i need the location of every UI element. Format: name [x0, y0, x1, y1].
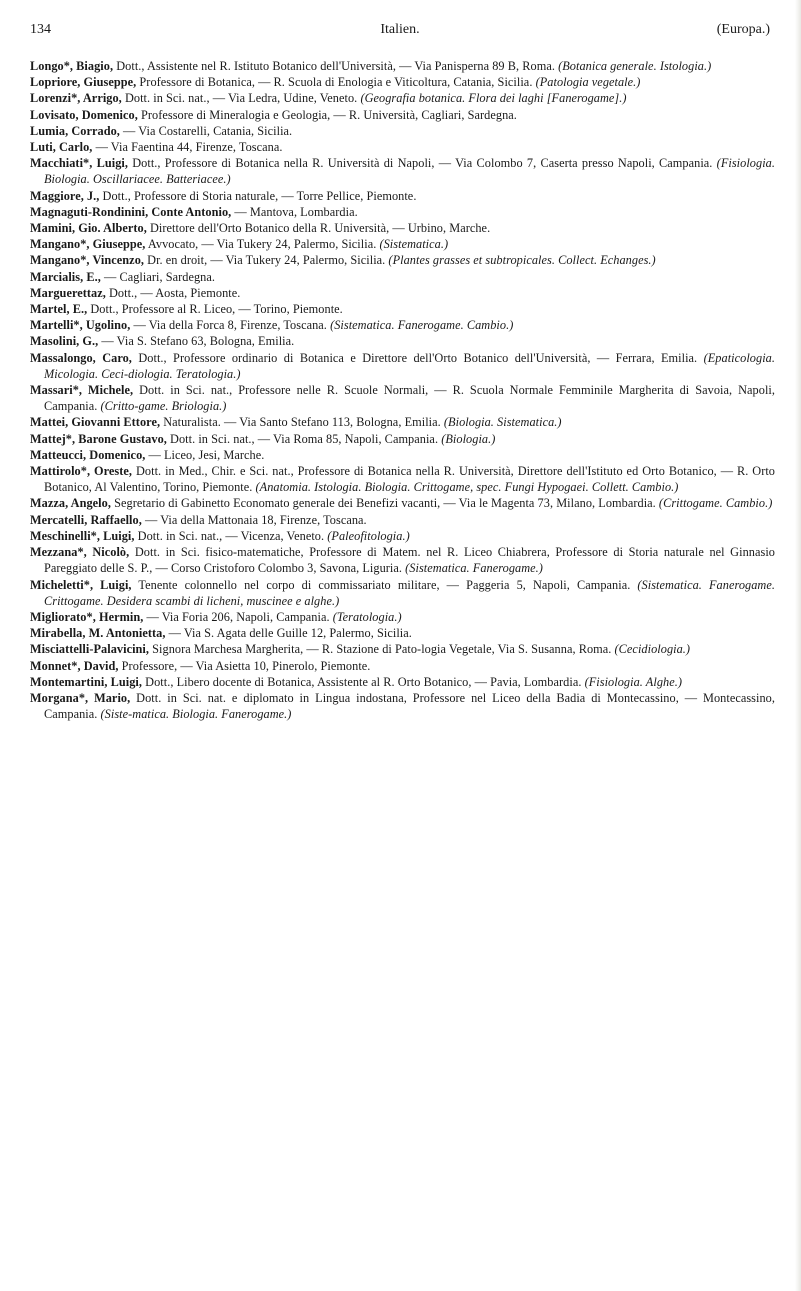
entry-specialty: (Crittogame. Cambio.) [658, 496, 773, 511]
directory-entry [30, 625, 775, 641]
entry-specialty: (Sistematica.) [379, 237, 449, 252]
entry-name: Mamini, Gio. Alberto, [30, 221, 147, 236]
entry-name: Mercatelli, Raffaello, [30, 512, 142, 527]
entry-details: — Via della Forca 8, Firenze, Toscana. [133, 318, 327, 333]
entry-specialty: (Sistematica. Fanerogame. Crittogame. Desidera scambi di licheni, muscinee e alghe.) [44, 577, 775, 608]
directory-entry [30, 495, 775, 511]
directory-entry [30, 252, 775, 268]
entry-details: Tenente colonnello nel corpo di commissariato militare, — Paggeria 5, Napoli, Campania. [138, 577, 631, 592]
directory-entry [30, 463, 775, 495]
entry-details: Naturalista. — Via Santo Stefano 113, Bologna, Emilia. [163, 415, 441, 430]
directory-entry [30, 333, 775, 349]
entry-details: — Cagliari, Sardegna. [103, 269, 215, 284]
entry-details: Dott., Assistente nel R. Istituto Botanico dell'Università, — Via Panisperna 89 B, Roma. [116, 59, 555, 73]
entry-name: Mezzana*, Nicolò, [30, 545, 130, 560]
directory-entry [30, 74, 775, 90]
entry-details: — Via S. Agata delle Guille 12, Palermo, Sicilia. [168, 626, 412, 641]
entry-name: Mattei, Giovanni Ettore, [30, 415, 161, 430]
entry-name: Martel, E., [30, 302, 88, 317]
entry-name: Lopriore, Giuseppe, [30, 75, 137, 90]
entry-details: Dott. in Sci. nat., — Via Ledra, Udine, Veneto. [124, 91, 358, 106]
entry-specialty: (Teratologia.) [332, 609, 402, 624]
entry-name: Maggiore, J., [30, 188, 100, 203]
entry-name: Monnet*, David, [30, 658, 119, 673]
directory-entry [30, 204, 775, 220]
entry-details: Segretario di Gabinetto Economato generale dei Benefizi vacanti, — Via le Magenta 73, Milano, Lombardia. [114, 496, 656, 511]
entry-details: — Liceo, Jesi, Marche. [148, 447, 265, 462]
entry-name: Luti, Carlo, [30, 140, 93, 155]
directory-entry [30, 188, 775, 204]
entry-name: Matteucci, Domenico, [30, 447, 146, 462]
entry-name: Magnaguti-Rondinini, Conte Antonio, [30, 204, 232, 219]
entry-details: Dott., Professore ordinario di Botanica e Direttore dell'Orto Botanico dell'Università, — Ferrara, Emilia. [138, 350, 698, 365]
entry-details: Dott., Libero docente di Botanica, Assistente al R. Orto Botanico, — Pavia, Lombardia. [145, 674, 582, 689]
entry-specialty: (Fisiologia. Biologia. Oscillariacee. Batteriacee.) [44, 156, 775, 187]
entry-specialty: (Critto-game. Briologia.) [100, 399, 227, 414]
directory-entry [30, 512, 775, 528]
entry-details: Avvocato, — Via Tukery 24, Palermo, Sicilia. [147, 237, 377, 252]
page-number: 134 [30, 22, 51, 37]
entry-name: Montemartini, Luigi, [30, 674, 143, 689]
entry-name: Massari*, Michele, [30, 383, 134, 398]
entry-name: Marguerettaz, [30, 285, 106, 300]
entry-list [30, 58, 775, 722]
directory-entry [30, 641, 775, 657]
entry-specialty: (Biologia.) [441, 431, 496, 446]
directory-entry [30, 301, 775, 317]
directory-entry [30, 447, 775, 463]
entry-specialty: (Patologia vegetale.) [535, 75, 641, 90]
directory-entry [30, 690, 775, 722]
entry-name: Migliorato*, Hermin, [30, 609, 144, 624]
entry-specialty: (Botanica generale. Istologia.) [558, 59, 712, 73]
entry-name: Martelli*, Ugolino, [30, 318, 131, 333]
directory-entry [30, 236, 775, 252]
entry-details: — Via S. Stefano 63, Bologna, Emilia. [101, 334, 295, 349]
directory-entry [30, 317, 775, 333]
entry-details: — Via Foria 206, Napoli, Campania. [146, 609, 330, 624]
entry-name: Micheletti*, Luigi, [30, 577, 132, 592]
directory-entry [30, 350, 775, 382]
entry-details: Professore di Mineralogia e Geologia, — R. Università, Cagliari, Sardegna. [140, 107, 517, 122]
running-title: Italien. [380, 22, 420, 37]
entry-name: Lorenzi*, Arrigo, [30, 91, 122, 106]
entry-name: Mazza, Angelo, [30, 496, 111, 511]
entry-details: Signora Marchesa Margherita, — R. Stazione di Pato-logia Vegetale, Via S. Susanna, Roma. [152, 642, 612, 657]
entry-details: — Mantova, Lombardia. [234, 204, 358, 219]
entry-details: Dott. in Med., Chir. e Sci. nat., Professore di Botanica nella R. Università, Direttore dell'Istituto ed Orto Botanico, — R. Orto Botanico, Al Valentino, Torino, Piemonte. [44, 464, 776, 495]
entry-details: Dott., Professore di Storia naturale, — Torre Pellice, Piemonte. [102, 188, 417, 203]
entry-details: Professore di Botanica, — R. Scuola di Enologia e Viticoltura, Catania, Sicilia. [139, 75, 533, 90]
directory-entry [30, 220, 775, 236]
entry-name: Mangano*, Giuseppe, [30, 237, 146, 252]
entry-details: Dott. in Sci. nat., — Via Roma 85, Napoli, Campania. [170, 431, 439, 446]
entry-name: Mirabella, M. Antonietta, [30, 626, 166, 641]
entry-name: Mattirolo*, Oreste, [30, 464, 133, 479]
directory-entry [30, 544, 775, 576]
entry-name: Lovisato, Domenico, [30, 107, 138, 122]
entry-name: Massalongo, Caro, [30, 350, 132, 365]
entry-details: Professore, — Via Asietta 10, Pinerolo, Piemonte. [121, 658, 371, 673]
entry-specialty: (Cecidiologia.) [614, 642, 691, 657]
entry-name: Meschinelli*, Luigi, [30, 528, 135, 543]
entry-name: Morgana*, Mario, [30, 690, 131, 705]
running-region: (Europa.) [716, 22, 770, 37]
entry-details: Direttore dell'Orto Botanico della R. Università, — Urbino, Marche. [149, 221, 491, 236]
entry-name: Longo*, Biagio, [30, 59, 114, 73]
entry-details: Dott. in Sci. nat., Professore nelle R. Scuole Normali, — R. Scuola Normale Femminile Margherita di Savoia, Napoli, Campania. [44, 383, 775, 414]
directory-entry [30, 674, 775, 690]
entry-details: — Via Costarelli, Catania, Sicilia. [123, 123, 293, 138]
entry-details: Dott. in Sci. nat. e diplomato in Lingua indostana, Professore nel Liceo della Badia di Montecassino, — Montecassino, Campania. [44, 690, 776, 722]
directory-entry [30, 155, 775, 187]
entry-name: Misciattelli-Palavicini, [30, 642, 150, 657]
entry-details: Dott. in Sci. fisico-matematiche, Professore di Matem. nel R. Liceo Chiabrera, Professore di Storia naturale nel Ginnasio Pareggiato delle S. P., — Corso Cristoforo Colombo 3, Savona, Liguria. [44, 545, 775, 576]
directory-entry [30, 658, 775, 674]
entry-details: Dott., Professore al R. Liceo, — Torino, Piemonte. [90, 302, 343, 317]
entry-details: — Via Faentina 44, Firenze, Toscana. [95, 140, 283, 155]
directory-entry [30, 90, 775, 106]
entry-specialty: (Anatomia. Istologia. Biologia. Crittogame, spec. Fungi Hypogaei. Collett. Cambio.) [255, 480, 679, 495]
entry-details: Dott., — Aosta, Piemonte. [109, 285, 241, 300]
entry-specialty: (Fisiologia. Alghe.) [584, 674, 683, 689]
directory-entry [30, 577, 775, 609]
entry-details: Dott. in Sci. nat., — Vicenza, Veneto. [137, 528, 325, 543]
entry-specialty: (Geografia botanica. Flora dei laghi [Fanerogame].) [360, 91, 627, 106]
directory-entry [30, 414, 775, 430]
directory-entry [30, 382, 775, 414]
entry-specialty: (Siste-matica. Biologia. Fanerogame.) [100, 707, 292, 722]
directory-entry [30, 107, 775, 123]
entry-specialty: (Sistematica. Fanerogame.) [405, 561, 543, 576]
directory-entry [30, 285, 775, 301]
entry-details: Dott., Professore di Botanica nella R. Università di Napoli, — Via Colombo 7, Caserta presso Napoli, Campania. [132, 156, 713, 171]
directory-entry [30, 609, 775, 625]
directory-entry [30, 528, 775, 544]
entry-name: Lumia, Corrado, [30, 123, 120, 138]
directory-entry [30, 139, 775, 155]
directory-entry [30, 269, 775, 285]
entry-details: Dr. en droit, — Via Tukery 24, Palermo, Sicilia. [147, 253, 386, 268]
entry-name: Mattej*, Barone Gustavo, [30, 431, 167, 446]
directory-entry [30, 431, 775, 447]
directory-entry [30, 123, 775, 139]
entry-name: Macchiati*, Luigi, [30, 156, 128, 171]
page-header [30, 22, 770, 44]
entry-specialty: (Sistematica. Fanerogame. Cambio.) [330, 318, 514, 333]
entry-name: Masolini, G., [30, 334, 99, 349]
entry-specialty: (Biologia. Sistematica.) [443, 415, 562, 430]
entry-specialty: (Plantes grasses et subtropicales. Collect. Echanges.) [388, 253, 656, 268]
entry-name: Marcialis, E., [30, 269, 101, 284]
entry-name: Mangano*, Vincenzo, [30, 253, 145, 268]
entry-specialty: (Epaticologia. Micologia. Ceci-diologia. Teratologia.) [44, 350, 775, 381]
entry-details: — Via della Mattonaia 18, Firenze, Toscana. [144, 512, 367, 527]
page-edge-shadow [795, 0, 801, 1291]
entry-specialty: (Paleofitologia.) [327, 528, 410, 543]
directory-entry [30, 58, 775, 74]
